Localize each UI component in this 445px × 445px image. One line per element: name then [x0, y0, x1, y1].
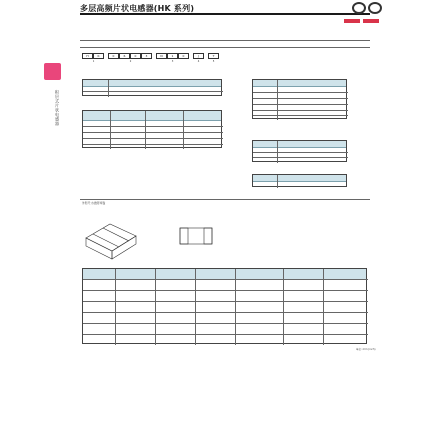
section-vertical-label: 积层式片状电感器: [55, 90, 60, 126]
title-divider: [80, 13, 370, 15]
chip-outline-drawing: [80, 208, 220, 266]
section-tab[interactable]: [44, 63, 61, 80]
section-heading: 外形尺寸/推荐焊盘: [82, 201, 106, 205]
pn-cell: 3: [141, 53, 152, 59]
divider: [80, 40, 370, 41]
pn-cell: J: [193, 53, 204, 59]
tolerance-table: [252, 140, 347, 162]
brand-logo-icon: [352, 2, 366, 14]
type-table: [82, 79, 222, 96]
category-badge: [344, 19, 360, 23]
pn-index: 1: [92, 60, 95, 63]
pn-index: 4: [197, 60, 200, 63]
brand-logo-icon: [368, 2, 382, 14]
size-table: [82, 110, 222, 148]
pn-cell: K: [93, 53, 104, 59]
category-badge: [363, 19, 379, 23]
pn-index: 2: [129, 60, 132, 63]
divider: [80, 199, 370, 200]
unit-footnote: 单位: mm (inch): [356, 348, 376, 351]
pn-cell: H: [82, 53, 93, 59]
pn-index: 5: [212, 60, 215, 63]
inductance-table: [252, 79, 347, 119]
pn-cell: 1: [167, 53, 178, 59]
pn-index: 3: [171, 60, 174, 63]
pn-cell: N: [156, 53, 167, 59]
pn-cell: T: [208, 53, 219, 59]
page-title: 多层高频片状电感器(HK 系列): [80, 4, 195, 13]
pn-cell: 6: [119, 53, 130, 59]
spec-table: [82, 268, 367, 344]
pn-cell: 0: [178, 53, 189, 59]
pn-cell: 0: [108, 53, 119, 59]
divider: [80, 47, 370, 48]
pn-cell: 0: [130, 53, 141, 59]
packaging-table: [252, 174, 347, 187]
